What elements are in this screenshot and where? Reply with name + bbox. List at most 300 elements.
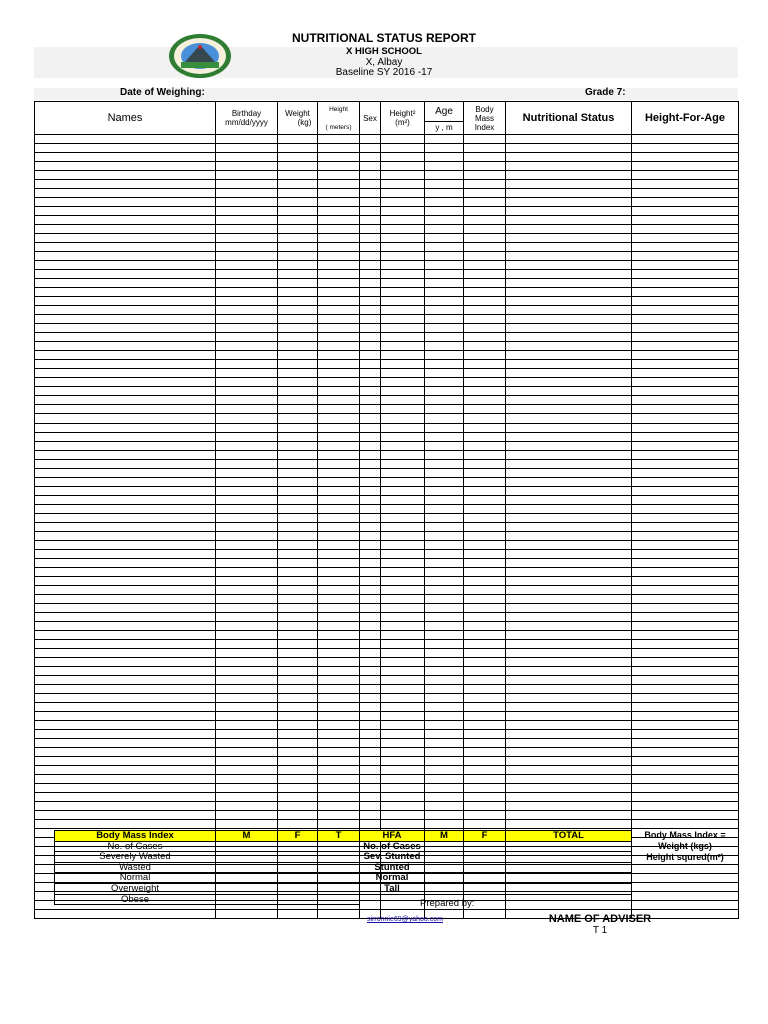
table-cell[interactable] <box>35 441 216 450</box>
table-cell[interactable] <box>35 423 216 432</box>
table-cell[interactable] <box>425 766 464 775</box>
table-cell[interactable] <box>632 675 739 684</box>
table-cell[interactable] <box>381 775 425 784</box>
table-cell[interactable] <box>318 784 360 793</box>
table-cell[interactable] <box>318 459 360 468</box>
table-cell[interactable] <box>425 450 464 459</box>
table-cell[interactable] <box>35 153 216 162</box>
table-cell[interactable] <box>318 739 360 748</box>
table-cell[interactable] <box>632 513 739 522</box>
table-cell[interactable] <box>35 504 216 513</box>
table-cell[interactable] <box>425 721 464 730</box>
table-cell[interactable] <box>360 522 381 531</box>
table-cell[interactable] <box>632 712 739 721</box>
table-cell[interactable] <box>35 666 216 675</box>
table-cell[interactable] <box>506 171 632 180</box>
table-cell[interactable] <box>360 576 381 585</box>
table-cell[interactable] <box>216 513 278 522</box>
table-cell[interactable] <box>216 396 278 405</box>
table-cell[interactable] <box>216 567 278 576</box>
table-cell[interactable] <box>318 603 360 612</box>
table-cell[interactable] <box>278 351 318 360</box>
table-cell[interactable] <box>425 702 464 711</box>
table-cell[interactable] <box>425 540 464 549</box>
table-cell[interactable] <box>381 639 425 648</box>
table-cell[interactable] <box>216 180 278 189</box>
table-cell[interactable] <box>381 811 425 820</box>
bmi-f-cell[interactable] <box>278 852 318 863</box>
table-cell[interactable] <box>464 315 506 324</box>
table-cell[interactable] <box>632 630 739 639</box>
table-cell[interactable] <box>425 162 464 171</box>
table-cell[interactable] <box>318 162 360 171</box>
table-cell[interactable] <box>506 820 632 829</box>
table-cell[interactable] <box>506 522 632 531</box>
table-cell[interactable] <box>216 486 278 495</box>
table-cell[interactable] <box>278 432 318 441</box>
table-cell[interactable] <box>360 531 381 540</box>
table-cell[interactable] <box>360 297 381 306</box>
table-cell[interactable] <box>35 820 216 829</box>
table-cell[interactable] <box>278 477 318 486</box>
table-cell[interactable] <box>464 594 506 603</box>
table-cell[interactable] <box>425 369 464 378</box>
table-cell[interactable] <box>318 189 360 198</box>
table-cell[interactable] <box>632 883 739 892</box>
table-cell[interactable] <box>35 207 216 216</box>
table-cell[interactable] <box>35 288 216 297</box>
table-cell[interactable] <box>360 784 381 793</box>
table-cell[interactable] <box>278 567 318 576</box>
table-cell[interactable] <box>360 486 381 495</box>
table-cell[interactable] <box>464 153 506 162</box>
table-cell[interactable] <box>318 495 360 504</box>
table-cell[interactable] <box>278 766 318 775</box>
table-cell[interactable] <box>360 450 381 459</box>
table-cell[interactable] <box>278 216 318 225</box>
table-cell[interactable] <box>425 820 464 829</box>
table-cell[interactable] <box>381 387 425 396</box>
table-cell[interactable] <box>318 540 360 549</box>
table-cell[interactable] <box>632 901 739 910</box>
table-cell[interactable] <box>464 369 506 378</box>
table-cell[interactable] <box>216 414 278 423</box>
table-cell[interactable] <box>216 351 278 360</box>
table-cell[interactable] <box>464 567 506 576</box>
table-cell[interactable] <box>381 702 425 711</box>
table-cell[interactable] <box>216 162 278 171</box>
table-cell[interactable] <box>464 802 506 811</box>
table-cell[interactable] <box>35 360 216 369</box>
table-cell[interactable] <box>464 468 506 477</box>
table-cell[interactable] <box>464 766 506 775</box>
table-cell[interactable] <box>35 721 216 730</box>
table-cell[interactable] <box>278 396 318 405</box>
hfa-m-cell[interactable] <box>425 883 464 894</box>
table-cell[interactable] <box>278 603 318 612</box>
table-cell[interactable] <box>425 243 464 252</box>
table-cell[interactable] <box>425 405 464 414</box>
table-cell[interactable] <box>464 585 506 594</box>
table-cell[interactable] <box>318 693 360 702</box>
table-cell[interactable] <box>360 612 381 621</box>
table-cell[interactable] <box>464 180 506 189</box>
table-cell[interactable] <box>360 360 381 369</box>
table-cell[interactable] <box>632 666 739 675</box>
table-cell[interactable] <box>425 135 464 144</box>
table-cell[interactable] <box>216 775 278 784</box>
table-cell[interactable] <box>464 423 506 432</box>
table-cell[interactable] <box>381 766 425 775</box>
table-cell[interactable] <box>632 315 739 324</box>
table-cell[interactable] <box>464 910 506 919</box>
table-cell[interactable] <box>278 171 318 180</box>
table-cell[interactable] <box>425 288 464 297</box>
table-cell[interactable] <box>216 802 278 811</box>
table-cell[interactable] <box>318 414 360 423</box>
table-cell[interactable] <box>216 423 278 432</box>
table-cell[interactable] <box>425 315 464 324</box>
table-cell[interactable] <box>425 144 464 153</box>
table-cell[interactable] <box>381 441 425 450</box>
table-cell[interactable] <box>35 775 216 784</box>
table-cell[interactable] <box>360 252 381 261</box>
table-cell[interactable] <box>216 171 278 180</box>
table-cell[interactable] <box>632 207 739 216</box>
table-cell[interactable] <box>278 144 318 153</box>
table-cell[interactable] <box>318 657 360 666</box>
table-cell[interactable] <box>278 450 318 459</box>
table-cell[interactable] <box>464 261 506 270</box>
table-cell[interactable] <box>35 414 216 423</box>
table-cell[interactable] <box>278 549 318 558</box>
table-cell[interactable] <box>632 540 739 549</box>
table-cell[interactable] <box>425 189 464 198</box>
table-cell[interactable] <box>464 748 506 757</box>
table-cell[interactable] <box>632 396 739 405</box>
table-cell[interactable] <box>35 333 216 342</box>
table-cell[interactable] <box>381 684 425 693</box>
table-cell[interactable] <box>216 594 278 603</box>
table-cell[interactable] <box>425 198 464 207</box>
table-cell[interactable] <box>464 739 506 748</box>
table-cell[interactable] <box>216 531 278 540</box>
table-cell[interactable] <box>216 378 278 387</box>
table-cell[interactable] <box>425 216 464 225</box>
table-cell[interactable] <box>278 639 318 648</box>
table-cell[interactable] <box>216 675 278 684</box>
table-cell[interactable] <box>425 180 464 189</box>
bmi-f-cell[interactable] <box>278 873 318 884</box>
table-cell[interactable] <box>632 441 739 450</box>
table-cell[interactable] <box>464 775 506 784</box>
table-cell[interactable] <box>381 820 425 829</box>
table-cell[interactable] <box>381 549 425 558</box>
table-cell[interactable] <box>381 162 425 171</box>
table-cell[interactable] <box>318 730 360 739</box>
table-cell[interactable] <box>278 820 318 829</box>
table-cell[interactable] <box>318 369 360 378</box>
table-cell[interactable] <box>318 666 360 675</box>
table-cell[interactable] <box>318 432 360 441</box>
table-cell[interactable] <box>425 306 464 315</box>
table-cell[interactable] <box>425 567 464 576</box>
table-cell[interactable] <box>360 603 381 612</box>
table-cell[interactable] <box>464 540 506 549</box>
table-cell[interactable] <box>381 432 425 441</box>
table-cell[interactable] <box>425 495 464 504</box>
table-cell[interactable] <box>360 675 381 684</box>
table-cell[interactable] <box>216 657 278 666</box>
table-cell[interactable] <box>425 171 464 180</box>
table-cell[interactable] <box>318 522 360 531</box>
table-cell[interactable] <box>381 414 425 423</box>
table-cell[interactable] <box>318 630 360 639</box>
table-cell[interactable] <box>632 865 739 874</box>
table-cell[interactable] <box>35 477 216 486</box>
table-cell[interactable] <box>506 504 632 513</box>
table-cell[interactable] <box>506 576 632 585</box>
table-cell[interactable] <box>425 811 464 820</box>
table-cell[interactable] <box>278 378 318 387</box>
table-cell[interactable] <box>360 459 381 468</box>
table-cell[interactable] <box>360 414 381 423</box>
table-cell[interactable] <box>381 468 425 477</box>
table-cell[interactable] <box>216 450 278 459</box>
table-cell[interactable] <box>632 270 739 279</box>
table-cell[interactable] <box>464 495 506 504</box>
table-cell[interactable] <box>506 234 632 243</box>
table-cell[interactable] <box>632 468 739 477</box>
table-cell[interactable] <box>425 234 464 243</box>
table-cell[interactable] <box>216 369 278 378</box>
table-cell[interactable] <box>318 279 360 288</box>
table-cell[interactable] <box>318 558 360 567</box>
table-cell[interactable] <box>506 702 632 711</box>
table-cell[interactable] <box>35 324 216 333</box>
table-cell[interactable] <box>216 784 278 793</box>
table-cell[interactable] <box>632 892 739 901</box>
table-cell[interactable] <box>464 270 506 279</box>
table-cell[interactable] <box>216 721 278 730</box>
table-cell[interactable] <box>381 721 425 730</box>
table-cell[interactable] <box>464 684 506 693</box>
table-cell[interactable] <box>632 585 739 594</box>
table-cell[interactable] <box>360 315 381 324</box>
table-cell[interactable] <box>506 630 632 639</box>
table-cell[interactable] <box>425 414 464 423</box>
table-cell[interactable] <box>425 342 464 351</box>
table-cell[interactable] <box>360 513 381 522</box>
table-cell[interactable] <box>464 252 506 261</box>
table-cell[interactable] <box>632 432 739 441</box>
table-cell[interactable] <box>381 793 425 802</box>
table-cell[interactable] <box>35 396 216 405</box>
table-cell[interactable] <box>632 297 739 306</box>
table-cell[interactable] <box>318 216 360 225</box>
table-cell[interactable] <box>425 603 464 612</box>
table-cell[interactable] <box>360 351 381 360</box>
table-cell[interactable] <box>35 162 216 171</box>
table-cell[interactable] <box>464 144 506 153</box>
table-cell[interactable] <box>318 396 360 405</box>
table-cell[interactable] <box>216 342 278 351</box>
table-cell[interactable] <box>360 585 381 594</box>
table-cell[interactable] <box>278 315 318 324</box>
total-cell[interactable] <box>506 852 632 863</box>
table-cell[interactable] <box>425 793 464 802</box>
table-cell[interactable] <box>360 495 381 504</box>
table-cell[interactable] <box>360 657 381 666</box>
table-cell[interactable] <box>381 657 425 666</box>
table-cell[interactable] <box>216 793 278 802</box>
table-cell[interactable] <box>381 495 425 504</box>
table-cell[interactable] <box>464 630 506 639</box>
table-cell[interactable] <box>216 820 278 829</box>
table-cell[interactable] <box>216 405 278 414</box>
table-cell[interactable] <box>632 549 739 558</box>
table-cell[interactable] <box>381 324 425 333</box>
table-cell[interactable] <box>360 405 381 414</box>
table-cell[interactable] <box>35 486 216 495</box>
table-cell[interactable] <box>425 576 464 585</box>
table-cell[interactable] <box>35 648 216 657</box>
table-cell[interactable] <box>216 693 278 702</box>
table-cell[interactable] <box>278 513 318 522</box>
table-cell[interactable] <box>318 405 360 414</box>
table-cell[interactable] <box>464 504 506 513</box>
table-cell[interactable] <box>464 414 506 423</box>
table-cell[interactable] <box>425 513 464 522</box>
adviser-email-link[interactable]: sirronnie69@yahoo.com <box>367 916 443 923</box>
table-cell[interactable] <box>464 360 506 369</box>
table-cell[interactable] <box>506 279 632 288</box>
table-cell[interactable] <box>216 730 278 739</box>
table-cell[interactable] <box>318 612 360 621</box>
table-cell[interactable] <box>632 234 739 243</box>
table-cell[interactable] <box>506 603 632 612</box>
table-cell[interactable] <box>360 324 381 333</box>
table-cell[interactable] <box>318 135 360 144</box>
table-cell[interactable] <box>360 279 381 288</box>
table-cell[interactable] <box>360 540 381 549</box>
table-cell[interactable] <box>278 675 318 684</box>
table-cell[interactable] <box>425 423 464 432</box>
table-cell[interactable] <box>425 712 464 721</box>
bmi-t-cell[interactable] <box>318 852 360 863</box>
table-cell[interactable] <box>318 198 360 207</box>
table-cell[interactable] <box>318 504 360 513</box>
bmi-f-cell[interactable] <box>278 894 318 905</box>
table-cell[interactable] <box>425 549 464 558</box>
table-cell[interactable] <box>381 243 425 252</box>
table-cell[interactable] <box>464 477 506 486</box>
table-cell[interactable] <box>278 621 318 630</box>
table-cell[interactable] <box>35 766 216 775</box>
table-cell[interactable] <box>632 378 739 387</box>
table-cell[interactable] <box>464 351 506 360</box>
bmi-t-cell[interactable] <box>318 841 360 852</box>
table-cell[interactable] <box>318 423 360 432</box>
table-cell[interactable] <box>506 675 632 684</box>
table-cell[interactable] <box>278 531 318 540</box>
table-cell[interactable] <box>216 279 278 288</box>
table-cell[interactable] <box>318 306 360 315</box>
table-cell[interactable] <box>632 603 739 612</box>
table-cell[interactable] <box>278 405 318 414</box>
table-cell[interactable] <box>632 342 739 351</box>
table-cell[interactable] <box>35 279 216 288</box>
table-cell[interactable] <box>318 171 360 180</box>
bmi-m-cell[interactable] <box>216 862 278 873</box>
table-cell[interactable] <box>360 504 381 513</box>
table-cell[interactable] <box>360 423 381 432</box>
table-cell[interactable] <box>425 612 464 621</box>
table-cell[interactable] <box>360 234 381 243</box>
table-cell[interactable] <box>425 558 464 567</box>
table-cell[interactable] <box>506 135 632 144</box>
table-cell[interactable] <box>632 612 739 621</box>
table-cell[interactable] <box>360 387 381 396</box>
table-cell[interactable] <box>318 234 360 243</box>
table-cell[interactable] <box>360 369 381 378</box>
table-cell[interactable] <box>360 766 381 775</box>
table-cell[interactable] <box>35 270 216 279</box>
table-cell[interactable] <box>360 802 381 811</box>
table-cell[interactable] <box>278 225 318 234</box>
bmi-f-cell[interactable] <box>278 841 318 852</box>
table-cell[interactable] <box>506 495 632 504</box>
table-cell[interactable] <box>360 477 381 486</box>
table-cell[interactable] <box>425 324 464 333</box>
table-cell[interactable] <box>632 739 739 748</box>
bmi-t-cell[interactable] <box>318 883 360 894</box>
table-cell[interactable] <box>35 811 216 820</box>
table-cell[interactable] <box>381 459 425 468</box>
table-cell[interactable] <box>318 531 360 540</box>
table-cell[interactable] <box>318 144 360 153</box>
table-cell[interactable] <box>360 261 381 270</box>
table-cell[interactable] <box>506 567 632 576</box>
table-cell[interactable] <box>632 757 739 766</box>
table-cell[interactable] <box>216 432 278 441</box>
table-cell[interactable] <box>381 306 425 315</box>
table-cell[interactable] <box>360 630 381 639</box>
table-cell[interactable] <box>425 477 464 486</box>
table-cell[interactable] <box>464 531 506 540</box>
table-cell[interactable] <box>278 189 318 198</box>
table-cell[interactable] <box>216 648 278 657</box>
table-cell[interactable] <box>506 775 632 784</box>
table-cell[interactable] <box>216 234 278 243</box>
table-cell[interactable] <box>278 369 318 378</box>
table-cell[interactable] <box>425 684 464 693</box>
table-cell[interactable] <box>278 775 318 784</box>
table-cell[interactable] <box>278 730 318 739</box>
bmi-m-cell[interactable] <box>216 873 278 884</box>
table-cell[interactable] <box>216 468 278 477</box>
table-cell[interactable] <box>360 396 381 405</box>
table-cell[interactable] <box>318 252 360 261</box>
table-cell[interactable] <box>381 216 425 225</box>
table-cell[interactable] <box>216 216 278 225</box>
table-cell[interactable] <box>216 522 278 531</box>
table-cell[interactable] <box>632 775 739 784</box>
table-cell[interactable] <box>360 730 381 739</box>
table-cell[interactable] <box>632 279 739 288</box>
table-cell[interactable] <box>632 450 739 459</box>
table-cell[interactable] <box>360 621 381 630</box>
